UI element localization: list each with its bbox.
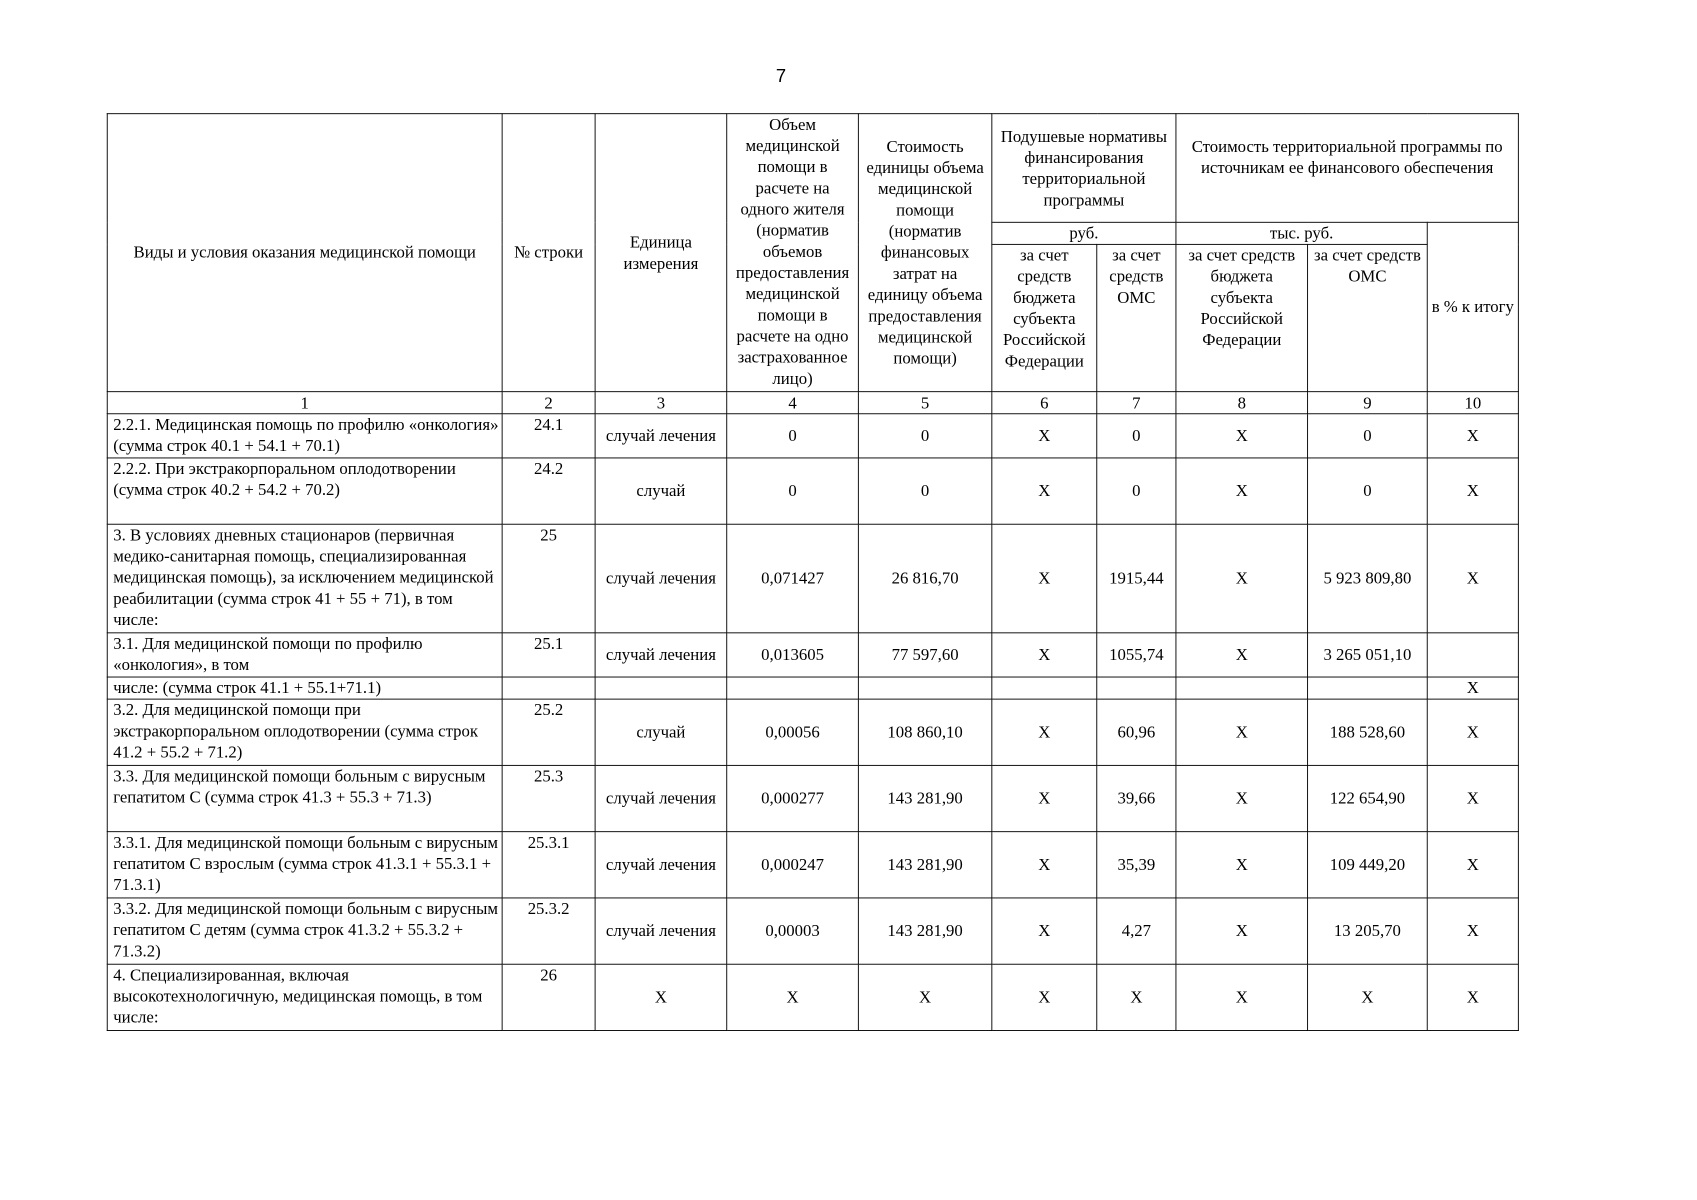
- row-per-capita-oms: 0: [1097, 458, 1176, 524]
- row-per-capita-oms: 0: [1097, 414, 1176, 458]
- row-name: 3.3.2. Для медицинской помощи больным с вирусным гепатитом С детям (сумма строк 41.3.2 + 55.3.2 + 71.3.2): [107, 898, 502, 964]
- table-row: [107, 414, 1518, 458]
- header-types: Виды и условия оказания медицинской помощи: [107, 114, 502, 392]
- row-program-oms: 5 923 809,80: [1308, 524, 1428, 633]
- row-unit: случай: [595, 699, 727, 765]
- table-row: [107, 964, 1518, 1030]
- row-program-budget: X: [1176, 633, 1308, 677]
- header-oms: за счет средств ОМС: [1097, 244, 1176, 391]
- header-per-capita: Подушевые нормативы финансирования территориальной программы: [992, 114, 1176, 223]
- row-name: 3. В условиях дневных стационаров (первичная медико-санитарная помощь, специализированная медицинская помощь), за исключением медицинской реабилитации (сумма строк 41 + 55 + 71), в том числе:: [107, 524, 502, 633]
- row-name: 2.2.2. При экстракорпоральном оплодотворении (сумма строк 40.2 + 54.2 + 70.2): [107, 458, 502, 524]
- row-name: 3.3. Для медицинской помощи больным с вирусным гепатитом С (сумма строк 41.3 + 55.3 + 71.3): [107, 765, 502, 831]
- row-number: 25.3.2: [502, 898, 595, 964]
- row-percent: X: [1427, 898, 1518, 964]
- row-cost: X: [858, 964, 991, 1030]
- row-program-oms: 122 654,90: [1308, 765, 1428, 831]
- row-per-capita-oms: [1097, 677, 1176, 699]
- row-unit: случай лечения: [595, 898, 727, 964]
- row-per-capita-budget: X: [992, 458, 1097, 524]
- row-per-capita-oms: 1055,74: [1097, 633, 1176, 677]
- row-volume: 0,013605: [727, 633, 859, 677]
- row-program-oms: 3 265 051,10: [1308, 633, 1428, 677]
- row-number: 26: [502, 964, 595, 1030]
- col-number: 9: [1308, 392, 1428, 414]
- row-percent: X: [1427, 677, 1518, 699]
- row-cost: 0: [858, 458, 991, 524]
- row-number: 25.3.1: [502, 832, 595, 898]
- row-number: 24.2: [502, 458, 595, 524]
- row-volume: 0: [727, 414, 859, 458]
- header-program-cost: Стоимость территориальной программы по источникам ее финансового обеспечения: [1176, 114, 1518, 223]
- row-percent: [1427, 633, 1518, 677]
- row-per-capita-budget: X: [992, 898, 1097, 964]
- table-row: [107, 677, 1518, 699]
- row-number: [502, 677, 595, 699]
- row-per-capita-budget: X: [992, 699, 1097, 765]
- row-per-capita-budget: X: [992, 832, 1097, 898]
- financing-table: [107, 113, 1519, 1031]
- col-number: 3: [595, 392, 727, 414]
- row-unit: случай лечения: [595, 524, 727, 633]
- table-row: [107, 524, 1518, 633]
- row-program-oms: 109 449,20: [1308, 832, 1428, 898]
- row-program-oms: X: [1308, 964, 1428, 1030]
- row-name: числе: (сумма строк 41.1 + 55.1+71.1): [107, 677, 502, 699]
- header-row: [107, 114, 1518, 223]
- row-program-budget: X: [1176, 832, 1308, 898]
- row-program-budget: [1176, 677, 1308, 699]
- row-name: 3.1. Для медицинской помощи по профилю «онкология», в том: [107, 633, 502, 677]
- row-number: 25.1: [502, 633, 595, 677]
- header-percent: в % к итогу: [1427, 222, 1518, 391]
- row-cost: 143 281,90: [858, 832, 991, 898]
- row-cost: 0: [858, 414, 991, 458]
- row-cost: 143 281,90: [858, 898, 991, 964]
- row-percent: X: [1427, 832, 1518, 898]
- row-unit: X: [595, 964, 727, 1030]
- row-name: 3.3.1. Для медицинской помощи больным с вирусным гепатитом С взрослым (сумма строк 41.3.1 + 55.3.1 + 71.3.1): [107, 832, 502, 898]
- row-volume: X: [727, 964, 859, 1030]
- header-budget-rf-thous: за счет средств бюджета субъекта Российской Федерации: [1176, 244, 1308, 391]
- row-number: 25: [502, 524, 595, 633]
- header-oms-thous: за счет средств ОМС: [1308, 244, 1428, 391]
- row-name: 2.2.1. Медицинская помощь по профилю «онкология» (сумма строк 40.1 + 54.1 + 70.1): [107, 414, 502, 458]
- row-percent: X: [1427, 699, 1518, 765]
- row-per-capita-oms: 4,27: [1097, 898, 1176, 964]
- header-budget-rf: за счет средств бюджета субъекта Российской Федерации: [992, 244, 1097, 391]
- row-per-capita-budget: X: [992, 964, 1097, 1030]
- col-number: 1: [107, 392, 502, 414]
- row-unit: случай лечения: [595, 414, 727, 458]
- row-volume: 0,000277: [727, 765, 859, 831]
- row-per-capita-oms: 1915,44: [1097, 524, 1176, 633]
- row-program-budget: X: [1176, 765, 1308, 831]
- header-thous-rub: тыс. руб.: [1176, 222, 1427, 244]
- row-program-oms: 0: [1308, 458, 1428, 524]
- row-per-capita-oms: X: [1097, 964, 1176, 1030]
- row-unit: случай лечения: [595, 832, 727, 898]
- table-row: [107, 898, 1518, 964]
- header-unit: Единица измерения: [595, 114, 727, 392]
- row-program-oms: 13 205,70: [1308, 898, 1428, 964]
- row-unit: случай лечения: [595, 633, 727, 677]
- row-volume: 0,00056: [727, 699, 859, 765]
- row-program-budget: X: [1176, 414, 1308, 458]
- row-volume: 0: [727, 458, 859, 524]
- row-volume: [727, 677, 859, 699]
- header-row-no: № строки: [502, 114, 595, 392]
- row-per-capita-oms: 35,39: [1097, 832, 1176, 898]
- row-unit: [595, 677, 727, 699]
- row-volume: 0,071427: [727, 524, 859, 633]
- row-number: 25.2: [502, 699, 595, 765]
- row-volume: 0,000247: [727, 832, 859, 898]
- row-program-budget: X: [1176, 964, 1308, 1030]
- col-number: 8: [1176, 392, 1308, 414]
- header-volume: Объем медицинской помощи в расчете на одного жителя (норматив объемов предоставления медицинской помощи в расчете на одно застрахованное лицо): [727, 114, 859, 392]
- table-row: [107, 633, 1518, 677]
- row-cost: 77 597,60: [858, 633, 991, 677]
- row-per-capita-budget: X: [992, 524, 1097, 633]
- table-row: [107, 832, 1518, 898]
- table-row: [107, 765, 1518, 831]
- header-cost: Стоимость единицы объема медицинской помощи (норматив финансовых затрат на единицу объема предоставления медицинской помощи): [858, 114, 991, 392]
- col-number: 5: [858, 392, 991, 414]
- table-row: [107, 458, 1518, 524]
- row-program-budget: X: [1176, 699, 1308, 765]
- row-cost: 26 816,70: [858, 524, 991, 633]
- col-number: 2: [502, 392, 595, 414]
- row-per-capita-budget: X: [992, 765, 1097, 831]
- row-per-capita-budget: [992, 677, 1097, 699]
- column-numbers-row: [107, 392, 1518, 414]
- col-number: 4: [727, 392, 859, 414]
- col-number: 10: [1427, 392, 1518, 414]
- row-program-budget: X: [1176, 524, 1308, 633]
- page-number: 7: [775, 66, 787, 87]
- row-per-capita-oms: 60,96: [1097, 699, 1176, 765]
- row-program-oms: 0: [1308, 414, 1428, 458]
- row-percent: X: [1427, 964, 1518, 1030]
- row-per-capita-budget: X: [992, 414, 1097, 458]
- row-name: 3.2. Для медицинской помощи при экстракорпоральном оплодотворении (сумма строк 41.2 + 55.2 + 71.2): [107, 699, 502, 765]
- row-program-oms: [1308, 677, 1428, 699]
- row-program-budget: X: [1176, 458, 1308, 524]
- col-number: 7: [1097, 392, 1176, 414]
- row-number: 25.3: [502, 765, 595, 831]
- row-unit: случай: [595, 458, 727, 524]
- row-per-capita-budget: X: [992, 633, 1097, 677]
- row-cost: [858, 677, 991, 699]
- row-percent: X: [1427, 524, 1518, 633]
- table-row: [107, 699, 1518, 765]
- row-program-budget: X: [1176, 898, 1308, 964]
- row-name: 4. Специализированная, включая высокотехнологичную, медицинская помощь, в том числе:: [107, 964, 502, 1030]
- row-volume: 0,00003: [727, 898, 859, 964]
- row-number: 24.1: [502, 414, 595, 458]
- row-percent: X: [1427, 414, 1518, 458]
- row-percent: X: [1427, 458, 1518, 524]
- row-percent: X: [1427, 765, 1518, 831]
- header-rub: руб.: [992, 222, 1176, 244]
- row-cost: 143 281,90: [858, 765, 991, 831]
- row-unit: случай лечения: [595, 765, 727, 831]
- row-cost: 108 860,10: [858, 699, 991, 765]
- row-program-oms: 188 528,60: [1308, 699, 1428, 765]
- col-number: 6: [992, 392, 1097, 414]
- row-per-capita-oms: 39,66: [1097, 765, 1176, 831]
